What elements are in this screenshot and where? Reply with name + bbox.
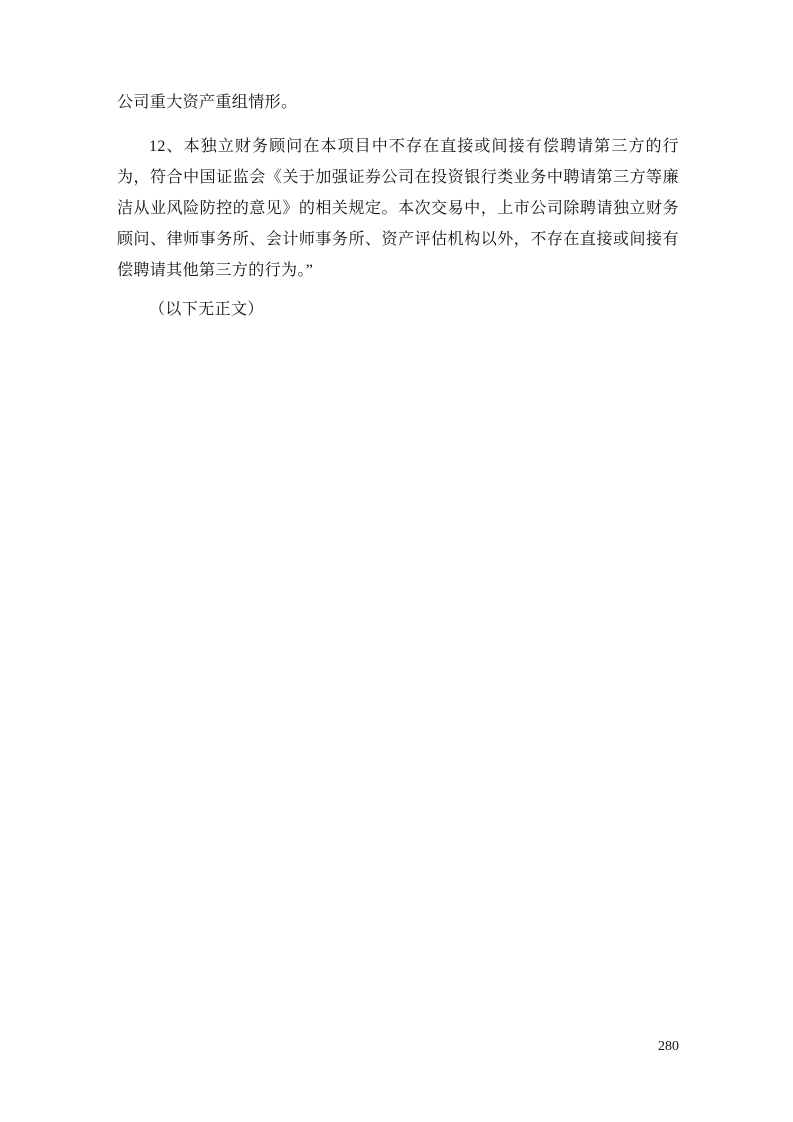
page-number: 280	[658, 1039, 679, 1054]
document-body	[117, 87, 679, 325]
paragraph-continuation: 公司重大资产重组情形。	[117, 94, 298, 111]
paragraph-item-12: 12、本独立财务顾问在本项目中不存在直接或间接有偿聘请第三方的行为，符合中国证监会《关于加强证券公司在投资银行类业务中聘请第三方等廉洁从业风险防控的意见》的相关规定。本次交易中，上市公司除聘请独立财务顾问、律师事务所、会计师事务所、资产评估机构以外，不存在直接或间接有偿聘请其他第三方的行为。”	[117, 138, 679, 279]
end-of-text-note: （以下无正文）	[149, 301, 264, 318]
